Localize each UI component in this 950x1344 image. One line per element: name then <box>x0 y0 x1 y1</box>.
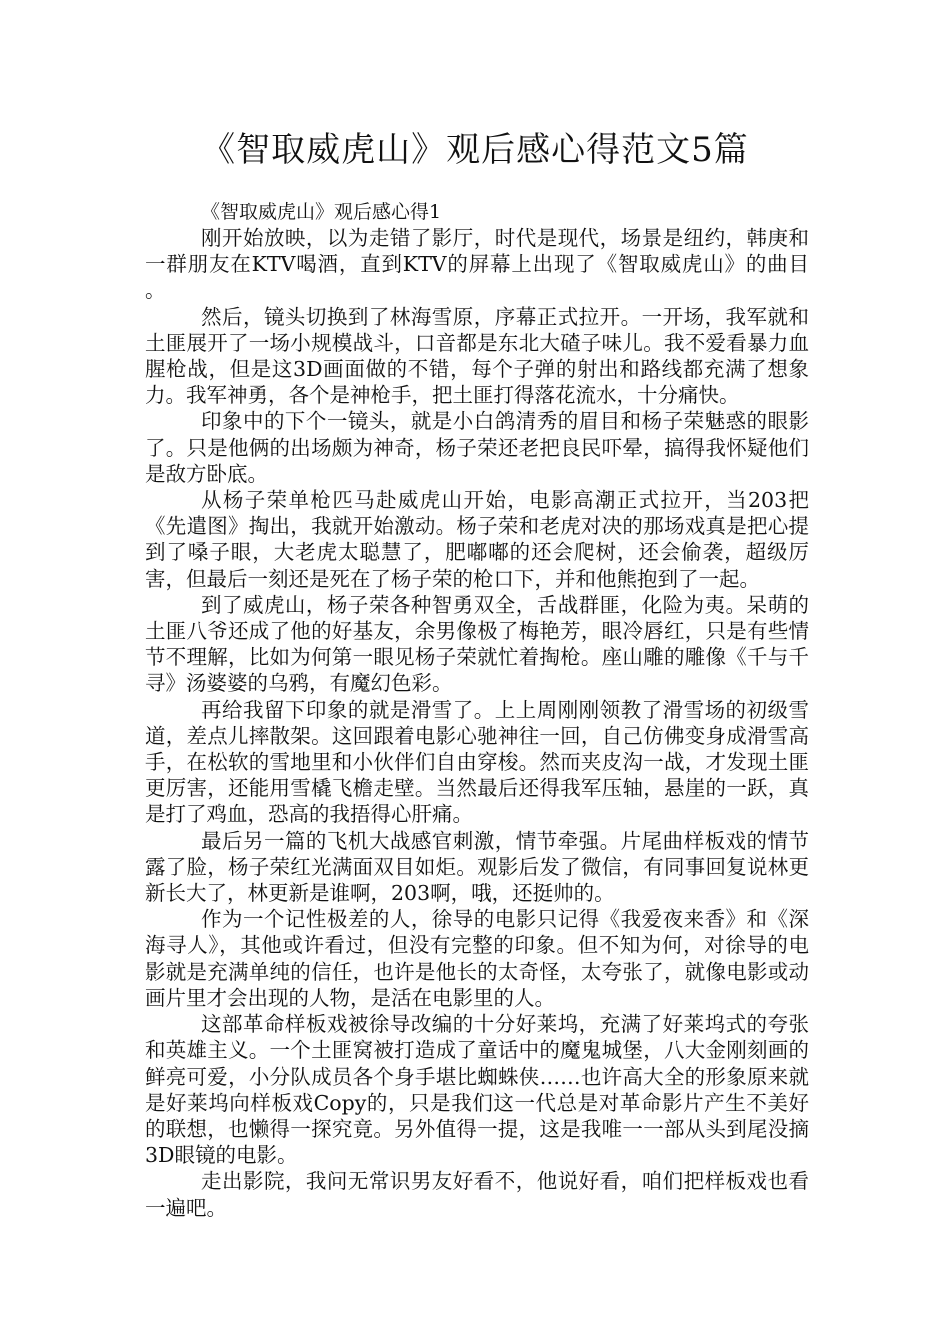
paragraph-10: 走出影院，我问无常识男友好看不，他说好看，咱们把样板戏也看一遍吧。 <box>145 1169 809 1220</box>
paragraph-7: 最后另一篇的飞机大战感官刺激，情节牵强。片尾曲样板戏的情节露了脸，杨子荣红光满面双目如炬。观影后发了微信，有同事回复说林更新长大了，林更新是谁啊，203啊，哦，还挺帅的。 <box>145 828 809 906</box>
paragraph-1: 刚开始放映，以为走错了影厅，时代是现代，场景是纽约，韩庚和一群朋友在KTV喝酒，直到KTV的屏幕上出现了《智取威虎山》的曲目 。 <box>145 226 809 303</box>
paragraph-4: 从杨子荣单枪匹马赴威虎山开始，电影高潮正式拉开，当203把《先遣图》掏出，我就开始激动。杨子荣和老虎对决的那场戏真是把心提到了嗓子眼，大老虎太聪慧了，肥嘟嘟的还会爬树，还会偷袭，超级厉害，但最后一刻还是死在了杨子荣的枪口下，并和他熊抱到了一起。 <box>145 488 809 591</box>
paragraph-6: 再给我留下印象的就是滑雪了。上上周刚刚领教了滑雪场的初级雪道，差点儿摔散架。这回跟着电影心驰神往一回，自己仿佛变身成滑雪高手，在松软的雪地里和小伙伴们自由穿梭。然而夹皮沟一战，才发现土匪更厉害，还能用雪橇飞檐走壁。当然最后还得我军压轴，悬崖的一跃，真是打了鸡血，恐高的我捂得心肝痛。 <box>145 697 809 827</box>
paragraph-3: 印象中的下个一镜头，就是小白鸽清秀的眉目和杨子荣魅惑的眼影了。只是他俩的出场颇为神奇，杨子荣还老把良民吓晕，搞得我怀疑他们是敌方卧底。 <box>145 409 809 486</box>
paragraph-5: 到了威虎山，杨子荣各种智勇双全，舌战群匪，化险为夷。呆萌的土匪八爷还成了他的好基友，余男像极了梅艳芳，眼冷唇红，只是有些情节不理解，比如为何第一眼见杨子荣就忙着掏枪。座山雕的雕像《千与千寻》汤婆婆的乌鸦，有魔幻色彩。 <box>145 592 809 696</box>
paragraph-9: 这部革命样板戏被徐导改编的十分好莱坞，充满了好莱坞式的夸张和英雄主义。一个土匪窝被打造成了童话中的魔鬼城堡，八大金刚刻画的鲜亮可爱，小分队成员各个身手堪比蜘蛛侠……也许高大全的形象原来就是好莱坞向样板戏Copy的，只是我们这一代总是对革命影片产生不美好的联想，也懒得一探究竟。另外值得一提，这是我唯一一部从头到尾没摘3D眼镜的电影。 <box>145 1012 809 1168</box>
paragraph-2: 然后，镜头切换到了林海雪原，序幕正式拉开。一开场，我军就和土匪展开了一场小规模战斗，口音都是东北大碴子味儿。我不爱看暴力血腥枪战，但是这3D画面做的不错，每个子弹的射出和路线都充满了想象力。我军神勇，各个是神枪手，把土匪打得落花流水，十分痛快。 <box>145 304 809 408</box>
document-title: 《智取威虎山》观后感心得范文5篇 <box>201 130 749 170</box>
section-heading: 《智取威虎山》观后感心得1 <box>201 201 442 223</box>
paragraph-8: 作为一个记性极差的人，徐导的电影只记得《我爱夜来香》和《深海寻人》，其他或许看过，但没有完整的印象。但不知为何，对徐导的电影就是充满单纯的信任，也许是他长的太奇怪，太夸张了，就像电影或动画片里才会出现的人物，是活在电影里的人。 <box>145 907 809 1010</box>
article-body <box>145 199 809 1221</box>
